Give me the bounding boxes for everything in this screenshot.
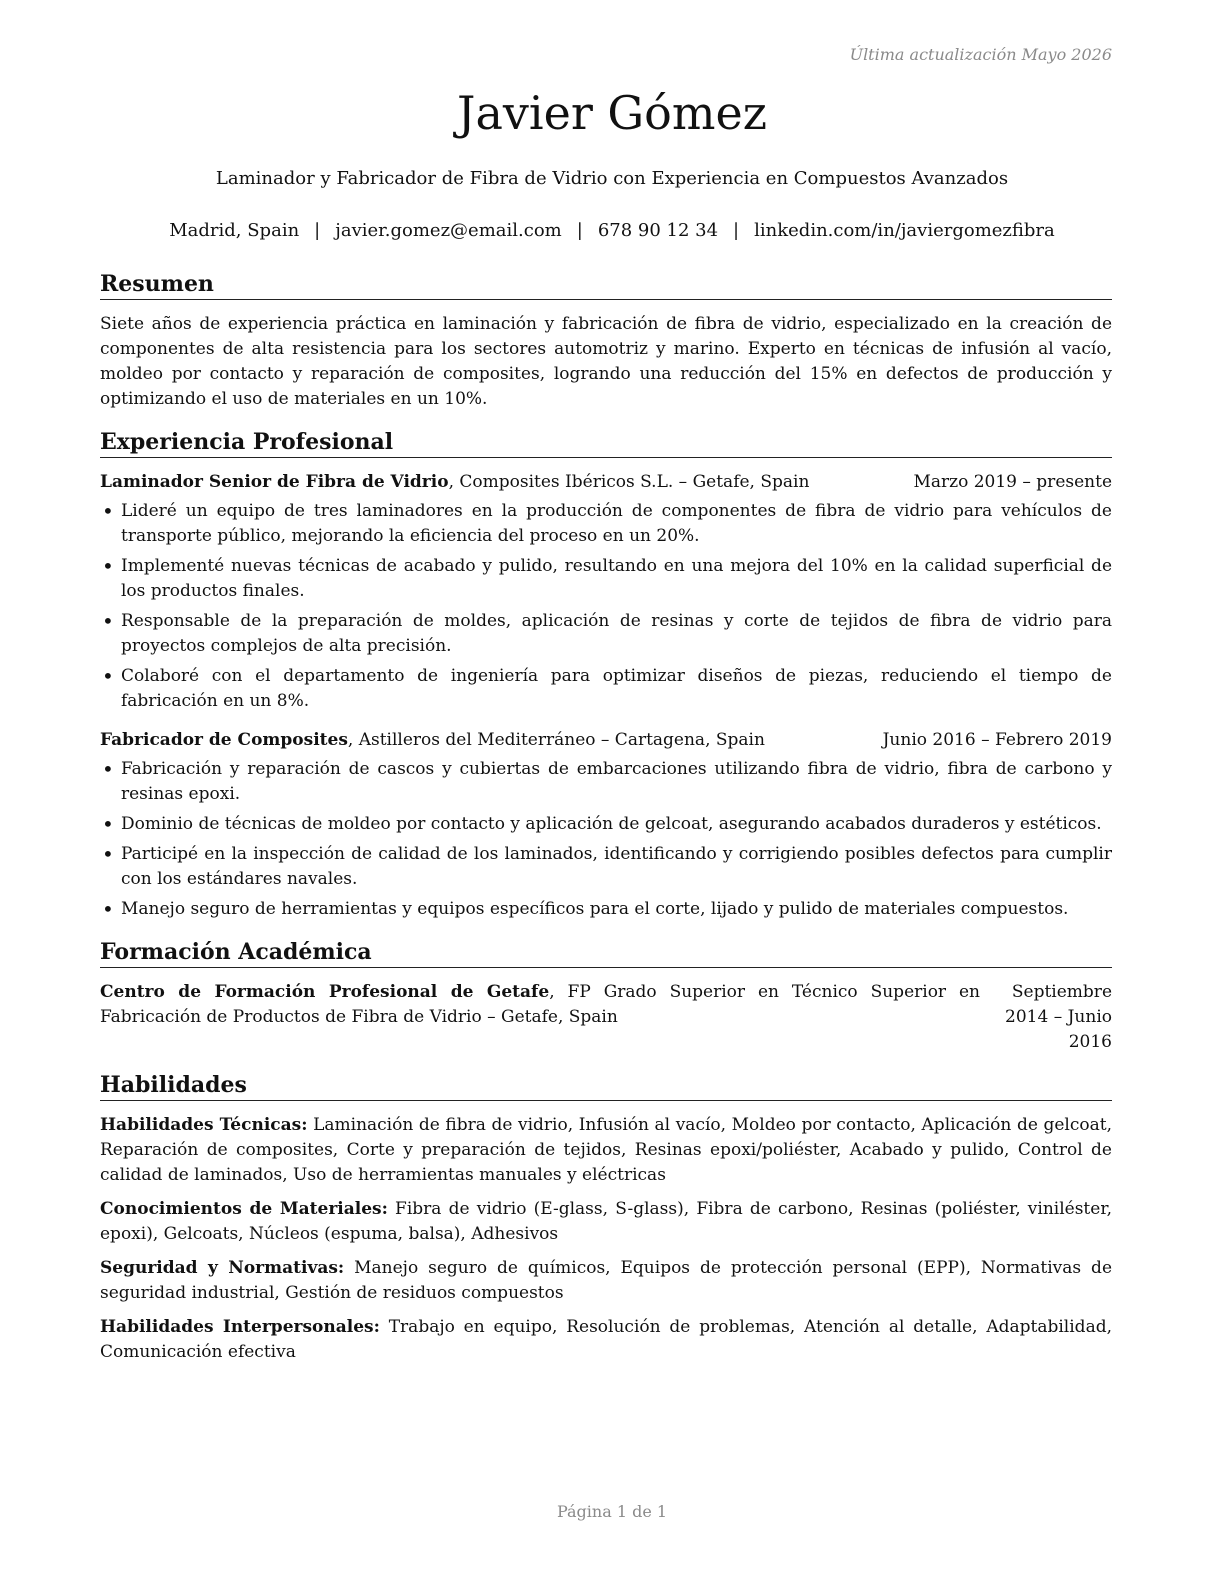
job-header bbox=[100, 470, 1112, 495]
job-dates: Junio 2016 – Febrero 2019 bbox=[882, 730, 1112, 750]
skill-text: Fibra de vidrio (E-glass, S-glass), Fibra de carbono, Resinas (poliéster, viniléster, epoxi), Gelcoats, Núcleos (espuma, balsa), Adhesivos bbox=[100, 1199, 1112, 1244]
job-title-line bbox=[100, 728, 765, 753]
job-bullet: • Responsable de la preparación de moldes, aplicación de resinas y corte de tejidos de fibra de vidrio para proyectos complejos de alta precisión. bbox=[100, 609, 1112, 659]
job-title-line bbox=[100, 470, 809, 495]
education-school: Centro de Formación Profesional de Getafe bbox=[100, 982, 550, 1002]
education-details bbox=[100, 980, 980, 1030]
job-company: , Astilleros del Mediterráneo – Cartagena, Spain bbox=[347, 730, 765, 750]
job-company: , Composites Ibéricos S.L. – Getafe, Spain bbox=[448, 472, 810, 492]
education-section bbox=[100, 938, 1112, 1055]
job-bullet: • Colaboré con el departamento de ingeniería para optimizar diseños de piezas, reduciendo el tiempo de fabricación en un 8%. bbox=[100, 664, 1112, 714]
skill-group bbox=[100, 1197, 1112, 1247]
resume-content bbox=[100, 270, 1112, 1381]
job-bullet: • Dominio de técnicas de moldeo por contacto y aplicación de gelcoat, asegurando acabados duraderos y estéticos. bbox=[100, 812, 1112, 837]
contact-linkedin[interactable]: linkedin.com/in/javiergomezfibra bbox=[754, 220, 1055, 241]
job-bullet: • Fabricación y reparación de cascos y cubiertas de embarcaciones utilizando fibra de vidrio, fibra de carbono y resinas epoxi. bbox=[100, 757, 1112, 807]
section-title: Resumen bbox=[100, 270, 1112, 300]
skill-label: Conocimientos de Materiales: bbox=[100, 1199, 388, 1219]
job-header bbox=[100, 728, 1112, 753]
job-role: Fabricador de Composites bbox=[100, 730, 348, 750]
candidate-name: Javier Gómez bbox=[457, 86, 767, 140]
contact-location: Madrid, Spain bbox=[169, 220, 300, 241]
skill-text: Trabajo en equipo, Resolución de problemas, Atención al detalle, Adaptabilidad, Comunicación efectiva bbox=[100, 1317, 1112, 1362]
skill-label: Seguridad y Normativas: bbox=[100, 1258, 345, 1278]
summary-section bbox=[100, 270, 1112, 412]
education-dates: Septiembre 2014 – Junio 2016 bbox=[1005, 982, 1112, 1052]
candidate-headline: Laminador y Fabricador de Fibra de Vidrio con Experiencia en Compuestos Avanzados bbox=[215, 168, 1009, 189]
section-title: Experiencia Profesional bbox=[100, 428, 1112, 458]
job-bullet: • Lideré un equipo de tres laminadores en la producción de componentes de fibra de vidrio para vehículos de transporte público, mejorando la eficiencia del proceso en un 20%. bbox=[100, 499, 1112, 549]
job-bullet: • Participé en la inspección de calidad de los laminados, identificando y corrigiendo posibles defectos para cumplir con los estándares navales. bbox=[100, 842, 1112, 892]
education-entry bbox=[100, 980, 1112, 1055]
skill-group bbox=[100, 1315, 1112, 1365]
skill-group bbox=[100, 1113, 1112, 1188]
summary-text: Siete años de experiencia práctica en laminación y fabricación de fibra de vidrio, especializado en la creación de componentes de alta resistencia para los sectores automotriz y marino. Experto en técnicas de infusión al vacío, moldeo por contacto y reparación de composites, logrando una reducción del 15% en defectos de producción y optimizando el uso de materiales en un 10%. bbox=[100, 314, 1112, 409]
job-bullets bbox=[100, 499, 1112, 714]
contact-separator: | bbox=[314, 220, 321, 241]
job-bullet: • Manejo seguro de herramientas y equipos específicos para el corte, lijado y pulido de materiales compuestos. bbox=[100, 897, 1112, 922]
contact-separator: | bbox=[733, 220, 740, 241]
contact-email[interactable]: javier.gomez@email.com bbox=[335, 220, 562, 241]
contact-separator: | bbox=[576, 220, 583, 241]
job-entry bbox=[100, 728, 1112, 922]
section-title: Habilidades bbox=[100, 1071, 1112, 1101]
page-number: Página 1 de 1 bbox=[556, 1502, 668, 1521]
job-role: Laminador Senior de Fibra de Vidrio bbox=[100, 472, 449, 492]
section-title: Formación Académica bbox=[100, 938, 1112, 968]
skill-text: Manejo seguro de químicos, Equipos de protección personal (EPP), Normativas de seguridad industrial, Gestión de residuos compuestos bbox=[100, 1258, 1113, 1303]
job-bullets bbox=[100, 757, 1112, 922]
job-dates: Marzo 2019 – presente bbox=[913, 472, 1112, 492]
skill-group bbox=[100, 1256, 1112, 1306]
skill-label: Habilidades Interpersonales: bbox=[100, 1317, 380, 1337]
job-bullet: • Implementé nuevas técnicas de acabado y pulido, resultando en una mejora del 10% en la calidad superficial de los productos finales. bbox=[100, 554, 1112, 604]
education-degree: , FP Grado Superior en Técnico Superior en Fabricación de Productos de Fibra de Vidrio – Getafe, Spain bbox=[100, 982, 980, 1027]
skill-text: Laminación de fibra de vidrio, Infusión al vacío, Moldeo por contacto, Aplicación de gelcoat, Reparación de composites, Corte y preparación de tejidos, Resinas epoxi/poliéster, Acabado y pulido, Control de calidad de laminados, Uso de herramientas manuales y eléctricas bbox=[100, 1115, 1112, 1185]
skills-section bbox=[100, 1071, 1112, 1365]
experience-section bbox=[100, 428, 1112, 922]
contact-phone: 678 90 12 34 bbox=[597, 220, 719, 241]
last-updated: Última actualización Mayo 2026 bbox=[849, 45, 1112, 64]
skill-label: Habilidades Técnicas: bbox=[100, 1115, 308, 1135]
contact-line bbox=[0, 220, 1224, 241]
job-entry bbox=[100, 470, 1112, 714]
